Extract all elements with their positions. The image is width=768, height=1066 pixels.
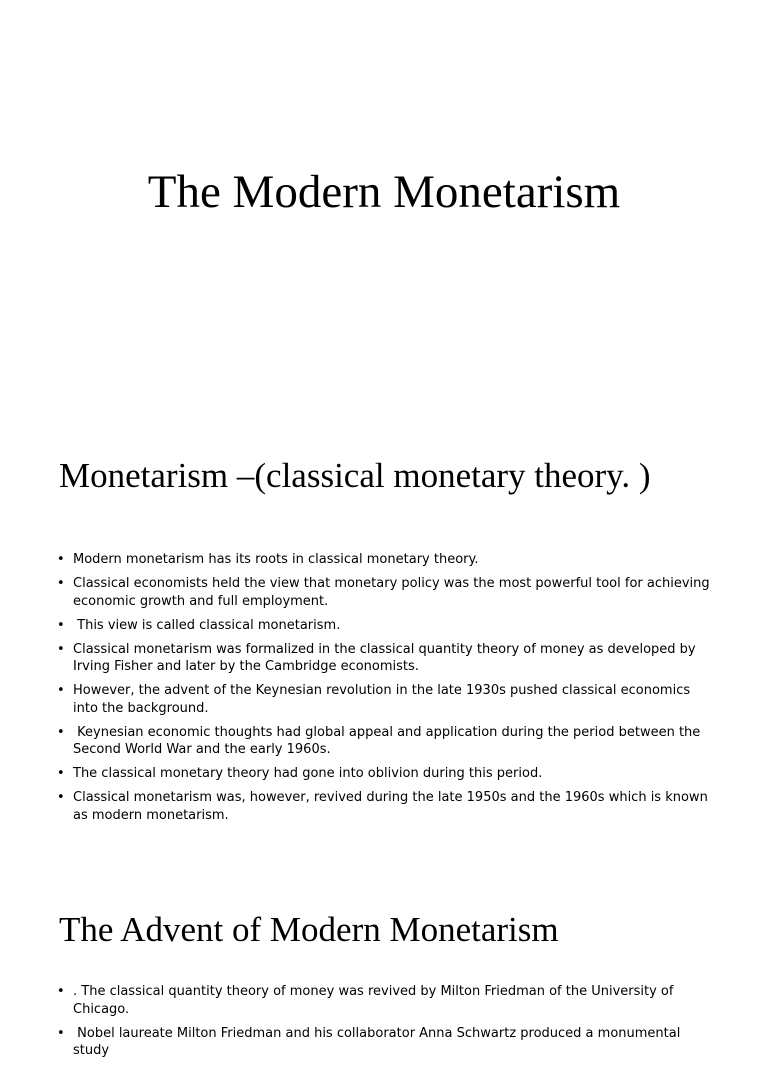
list-item (57, 682, 717, 717)
bullet-text: This view is called classical monetarism. (73, 617, 341, 633)
bullet-list-monetarism (57, 551, 717, 831)
bullet-text: Nobel laureate Milton Friedman and his collaborator Anna Schwartz produced a monumental study (73, 1025, 685, 1058)
list-item (57, 641, 717, 676)
bullet-icon: • (57, 984, 65, 999)
list-item (57, 724, 717, 759)
bullet-text: Keynesian economic thoughts had global appeal and application during the period between the Second World War and the early 1960s. (73, 724, 705, 757)
bullet-text: . The classical quantity theory of money was revived by Milton Friedman of the University of Chicago. (73, 984, 678, 1017)
bullet-icon: • (57, 617, 65, 633)
bullet-text: Classical monetarism was formalized in the classical quantity theory of money as developed by Irving Fisher and later by the Cambridge economists. (73, 641, 700, 674)
bullet-icon: • (57, 790, 65, 805)
bullet-text: Classical economists held the view that monetary policy was the most powerful tool for achieving economic growth and full employment. (73, 576, 714, 609)
list-item (57, 575, 717, 610)
list-item (57, 765, 717, 783)
slide-title: The Modern Monetarism (147, 166, 621, 218)
list-item (57, 1025, 717, 1060)
section-heading-advent: The Advent of Modern Monetarism (59, 910, 559, 949)
bullet-icon: • (57, 552, 65, 567)
bullet-text: Modern monetarism has its roots in classical monetary theory. (73, 552, 479, 567)
bullet-icon: • (57, 724, 65, 740)
bullet-icon: • (57, 576, 65, 591)
bullet-text: The classical monetary theory had gone into oblivion during this period. (73, 766, 543, 781)
bullet-icon: • (57, 683, 65, 698)
bullet-icon: • (57, 766, 65, 781)
bullet-list-advent (57, 983, 717, 1066)
list-item (57, 551, 717, 569)
list-item (57, 617, 717, 635)
bullet-icon: • (57, 1025, 65, 1041)
list-item (57, 789, 717, 824)
list-item (57, 983, 717, 1018)
bullet-text: Classical monetarism was, however, revived during the late 1950s and the 1960s which is known as modern monetarism. (73, 790, 712, 823)
section-heading-monetarism: Monetarism –(classical monetary theory. ) (59, 456, 651, 495)
bullet-icon: • (57, 641, 65, 657)
bullet-text: However, the advent of the Keynesian revolution in the late 1930s pushed classical economics into the background. (73, 683, 695, 716)
